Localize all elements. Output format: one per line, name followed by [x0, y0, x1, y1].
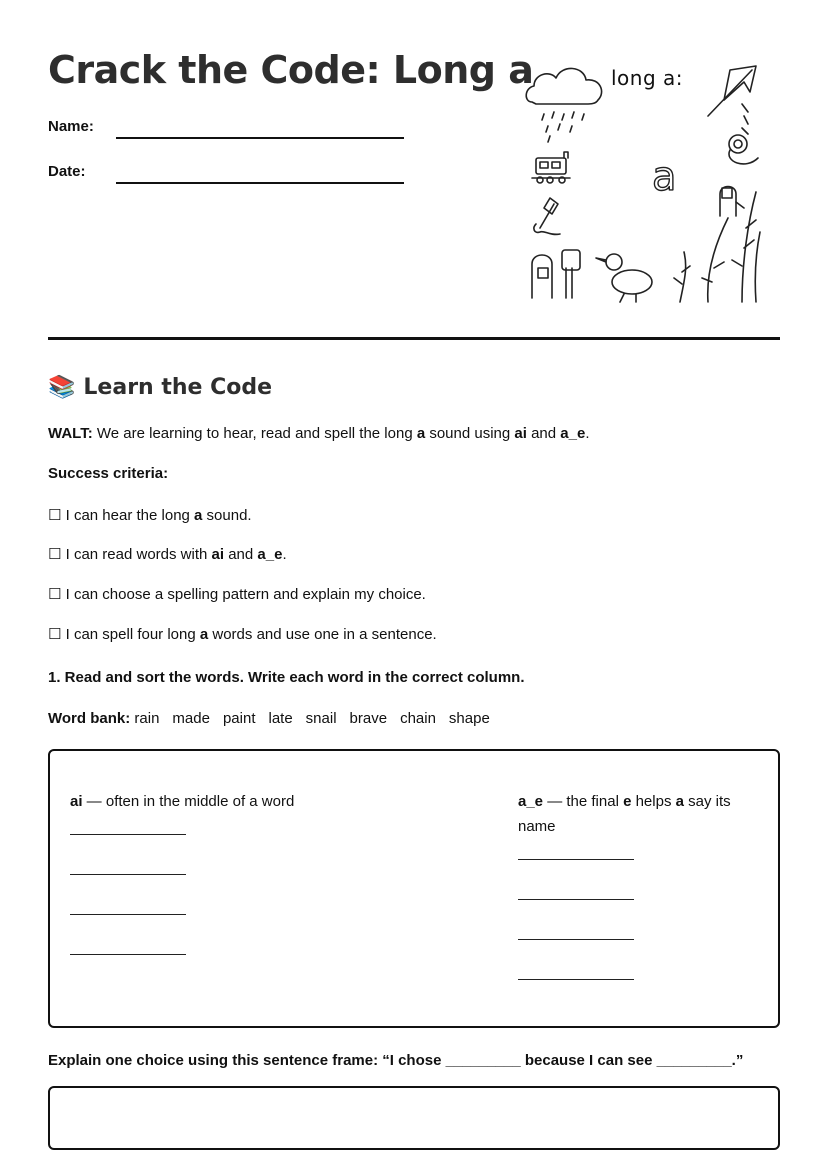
date-field[interactable] [116, 182, 404, 184]
criteria-item[interactable]: ☐ I can spell four long a words and use one in a sentence. [48, 626, 437, 643]
word-bank-item: brave [349, 710, 388, 727]
ai-column [70, 789, 370, 955]
answer-blank[interactable] [518, 899, 634, 900]
word-bank: Word bank: rain made paint late snail brave chain shape [48, 710, 490, 727]
word-bank-item: late [268, 710, 293, 727]
word-bank-item: paint [222, 710, 256, 727]
art-label: long a: [611, 66, 684, 90]
a-e-column-heading: a_e — the final e helps a say its name [518, 793, 731, 835]
word-bank-item: chain [400, 710, 436, 727]
checkbox[interactable]: ☐ [48, 507, 62, 524]
name-label: Name: [48, 118, 94, 135]
criteria-item[interactable]: ☐ I can read words with ai and a_e. [48, 546, 287, 563]
long-a-illustration [520, 58, 770, 308]
date-label: Date: [48, 163, 86, 180]
answer-blank[interactable] [70, 834, 186, 835]
cloud-rain-icon [526, 68, 601, 142]
paintbrush-icon [534, 198, 560, 234]
answer-blank[interactable] [70, 874, 186, 875]
anchor-chain-icon [729, 104, 758, 164]
answer-blank[interactable] [518, 939, 634, 940]
plant-icon [674, 192, 760, 302]
checkbox[interactable]: ☐ [48, 626, 62, 643]
task-instruction: 1. Read and sort the words. Write each word in the correct column. [48, 669, 525, 686]
svg-text:a: a [652, 154, 677, 200]
mailbox-icon [532, 187, 736, 299]
answer-blank[interactable] [70, 914, 186, 915]
success-criteria-label: Success criteria: [48, 465, 169, 482]
section-divider [48, 337, 780, 340]
word-bank-item: shape [448, 710, 490, 727]
a-e-column [518, 789, 758, 980]
checkbox[interactable]: ☐ [48, 546, 62, 563]
word-bank-item: rain [134, 710, 160, 727]
explain-prompt: Explain one choice using this sentence frame: “I chose _________ because I can see _________.” [48, 1052, 744, 1069]
page-title: Crack the Code: Long a [48, 48, 534, 92]
criteria-item[interactable]: ☐ I can hear the long a sound. [48, 507, 252, 524]
word-bank-item: made [172, 710, 210, 727]
bird-icon [596, 254, 652, 302]
criteria-item[interactable]: ☐ I can choose a spelling pattern and explain my choice. [48, 586, 426, 603]
section-title: Learn the Code [83, 374, 273, 400]
answer-blank[interactable] [70, 954, 186, 955]
sort-box [48, 749, 780, 1028]
train-icon [532, 152, 570, 183]
explain-answer-box[interactable] [48, 1086, 780, 1150]
letter-a-icon [652, 154, 677, 200]
word-bank-item: snail [305, 710, 337, 727]
answer-blank[interactable] [518, 859, 634, 860]
answer-blank[interactable] [518, 979, 634, 980]
arrow-icon [708, 66, 756, 116]
checkbox[interactable]: ☐ [48, 586, 62, 603]
ai-column-heading: ai — often in the middle of a word [70, 793, 295, 810]
section-heading-learn [48, 374, 272, 400]
books-icon: 📚 [48, 374, 76, 399]
name-field[interactable] [116, 137, 404, 139]
walt-text: WALT: We are learning to hear, read and spell the long a sound using ai and a_e. [48, 425, 590, 442]
